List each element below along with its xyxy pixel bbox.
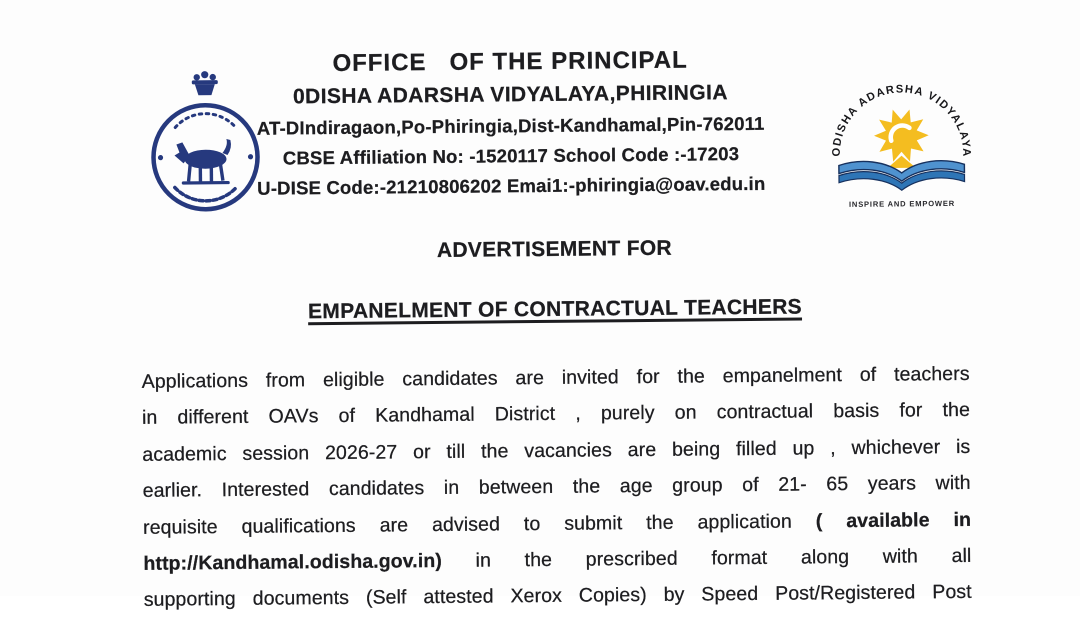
office-title: OFFICE OF THE PRINCIPAL xyxy=(332,46,688,77)
oav-school-logo xyxy=(824,52,980,217)
oav-logo-arc-text: ODISHA ADARSHA VIDYALAYA xyxy=(830,83,973,158)
body-paragraph xyxy=(141,356,971,619)
body-line: earlier. Interested candidates in between the age group of 21- 65 years with xyxy=(142,472,971,503)
ashoka-capital-icon xyxy=(192,71,218,95)
advertisement-heading: ADVERTISEMENT FOR xyxy=(436,236,672,262)
website-url-text: http://Kandhamal.odisha.gov.in) xyxy=(143,549,443,575)
body-line: in different OAVs of Kandhamal District , purely on contractual basis for the xyxy=(141,399,971,430)
body-line: Applications from eligible candidates are invited for the empanelment of teachers xyxy=(141,362,970,393)
body-line: supporting documents (Self attested Xerox Copies) by Speed Post/Registered Post xyxy=(143,581,972,612)
address-line: AT-DIndiragaon,Po-Phiringia,Dist-Kandhamal,Pin-762011 xyxy=(256,112,765,139)
empanelment-heading: EMPANELMENT OF CONTRACTUAL TEACHERS xyxy=(307,295,803,324)
udise-email-line: U-DISE Code:-21210806202 Emai1:-phiringia@oav.edu.in xyxy=(257,172,766,199)
sun-icon xyxy=(874,109,929,162)
school-name: 0DISHA ADARSHA VIDYALAYA,PHIRINGIA xyxy=(292,81,728,109)
body-line-text: in the prescribed format along with all xyxy=(441,544,972,572)
body-line: academic session 2026-27 or till the vacancies are being filled up , whichever is xyxy=(142,435,971,466)
body-line-text: requisite qualifications are advised to submit the application xyxy=(142,509,816,539)
body-line-bold-text: ( available in xyxy=(815,508,972,532)
letterhead-text xyxy=(237,44,783,204)
affiliation-line: CBSE Affiliation No: -1520117 School Code :-17203 xyxy=(282,143,740,169)
open-book-icon xyxy=(839,155,965,191)
oav-logo-motto-text: INSPIRE AND EMPOWER xyxy=(848,198,956,209)
